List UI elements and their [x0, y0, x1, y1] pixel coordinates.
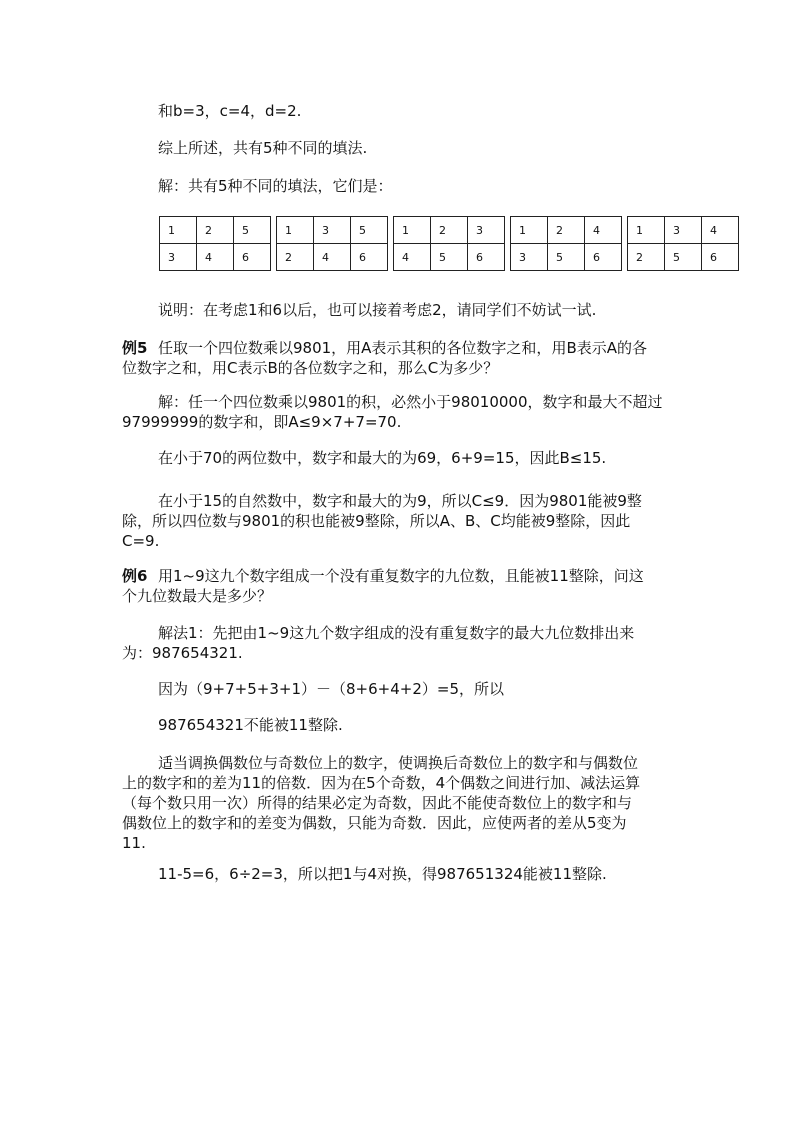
text-line: 偶数位上的数字和的差变为偶数，只能为奇数．因此，应使两者的差从5变为 [122, 814, 627, 832]
text-line: 说明：在考虑1和6以后，也可以接着考虑2，请同学们不妨试一试. [158, 301, 597, 319]
grid-cell: 2 [431, 217, 468, 244]
solution-grid-1 [159, 216, 271, 271]
grid-cell: 1 [628, 217, 665, 244]
example-6-label: 例6 [122, 567, 148, 585]
text-line: C=9. [122, 532, 160, 550]
text-line: 和b=3，c=4，d=2. [158, 102, 302, 120]
text-line: 解：任一个四位数乘以9801的积，必然小于98010000，数字和最大不超过 [158, 393, 663, 411]
text-line: 因为（9+7+5+3+1）－（8+6+4+2）=5，所以 [158, 680, 504, 698]
text-line: （每个数只用一次）所得的结果必定为奇数，因此不能使奇数位上的数字和与 [122, 794, 633, 812]
grid-cell: 4 [585, 217, 622, 244]
grid-cell: 5 [431, 244, 468, 271]
text-line: 解法1：先把由1~9这九个数字组成的没有重复数字的最大九位数排出来 [158, 624, 635, 642]
grid-cell: 3 [511, 244, 548, 271]
example-6-question: 个九位数最大是多少？ [122, 587, 273, 605]
example-6-question: 用1~9这九个数字组成一个没有重复数字的九位数，且能被11整除，问这 [158, 567, 644, 585]
grid-cell: 5 [351, 217, 388, 244]
text-line: 综上所述，共有5种不同的填法. [158, 139, 368, 157]
text-line: 11-5=6，6÷2=3，所以把1与4对换，得987651324能被11整除. [158, 865, 607, 883]
text-line: 987654321不能被11整除. [158, 716, 343, 734]
grid-cell: 6 [234, 244, 271, 271]
grid-cell: 3 [468, 217, 505, 244]
solution-grid-5 [627, 216, 739, 271]
grid-cell: 3 [314, 217, 351, 244]
example-5-label: 例5 [122, 339, 148, 357]
grid-cell: 4 [394, 244, 431, 271]
solution-grids [159, 216, 744, 271]
grid-cell: 6 [468, 244, 505, 271]
text-line: 在小于15的自然数中，数字和最大的为9，所以C≤9．因为9801能被9整 [158, 492, 642, 510]
grid-cell: 3 [160, 244, 197, 271]
solution-grid-3 [393, 216, 505, 271]
solution-grid-4 [510, 216, 622, 271]
text-line: 在小于70的两位数中，数字和最大的为69，6+9=15，因此B≤15. [158, 449, 607, 467]
grid-cell: 5 [548, 244, 585, 271]
example-5-question: 位数字之和，用C表示B的各位数字之和，那么C为多少？ [122, 359, 499, 377]
grid-cell: 1 [277, 217, 314, 244]
text-line: 除，所以四位数与9801的积也能被9整除，所以A、B、C均能被9整除，因此 [122, 512, 631, 530]
text-line: 97999999的数字和，即A≤9×7+7=70. [122, 413, 402, 431]
grid-cell: 1 [394, 217, 431, 244]
grid-cell: 2 [628, 244, 665, 271]
grid-cell: 4 [197, 244, 234, 271]
grid-cell: 2 [548, 217, 585, 244]
grid-cell: 1 [160, 217, 197, 244]
grid-cell: 4 [702, 217, 739, 244]
solution-grid-2 [276, 216, 388, 271]
grid-cell: 6 [351, 244, 388, 271]
grid-cell: 6 [702, 244, 739, 271]
grid-cell: 2 [277, 244, 314, 271]
grid-cell: 6 [585, 244, 622, 271]
grid-cell: 5 [665, 244, 702, 271]
text-line: 适当调换偶数位与奇数位上的数字，使调换后奇数位上的数字和与偶数位 [158, 754, 639, 772]
grid-cell: 2 [197, 217, 234, 244]
text-line: 解：共有5种不同的填法，它们是： [158, 177, 393, 195]
text-line: 上的数字和的差为11的倍数．因为在5个奇数，4个偶数之间进行加、减法运算 [122, 774, 641, 792]
text-line: 11. [122, 834, 146, 852]
text-line: 为：987654321. [122, 644, 243, 662]
grid-cell: 3 [665, 217, 702, 244]
grid-cell: 4 [314, 244, 351, 271]
grid-cell: 5 [234, 217, 271, 244]
grid-cell: 1 [511, 217, 548, 244]
example-5-question: 任取一个四位数乘以9801，用A表示其积的各位数字之和，用B表示A的各 [158, 339, 647, 357]
